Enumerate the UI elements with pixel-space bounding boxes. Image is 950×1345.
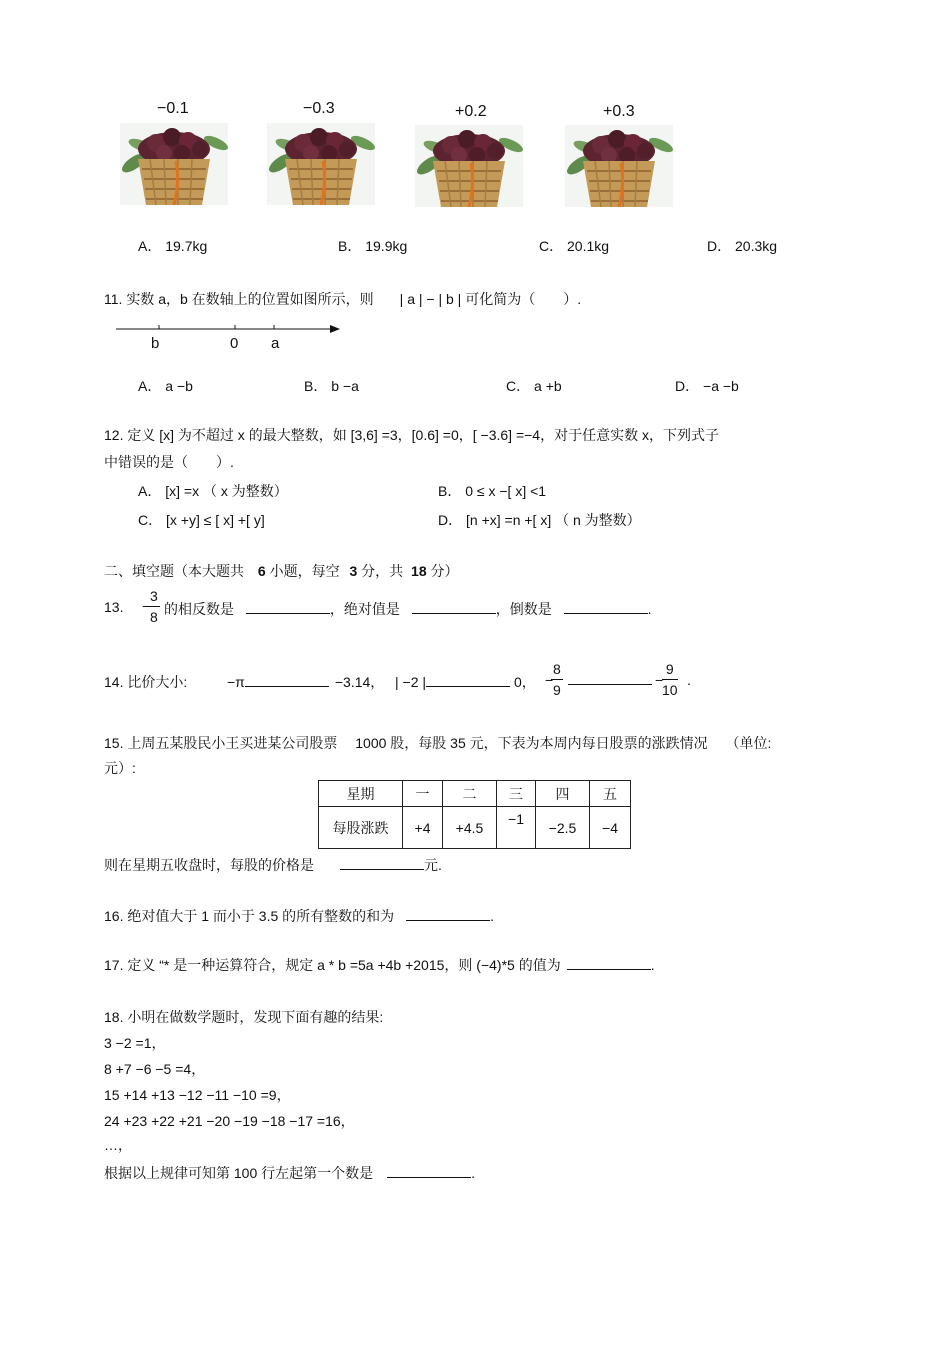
q10-option-a: A． 19.7kg [138,238,208,254]
table-cell: −1 [497,807,536,849]
table-row [319,807,631,849]
q14-fraction-2: $\frac{9}{10}$ [662,661,678,698]
table-header-cell: 五 [590,781,631,807]
axis-label-b: b [151,335,160,352]
answer-blank[interactable] [412,613,496,614]
q13-text: 的相反数是 ，绝对值是 ，倒数是 . [164,601,652,617]
q10-option-c: C． 20.1kg [539,238,610,254]
table-header-cell: 一 [403,781,443,807]
basket-label: −0.1 [157,100,189,117]
table-row [319,781,631,807]
answer-blank[interactable] [564,613,648,614]
answer-blank[interactable] [567,969,651,970]
q18-final: 根据以上规律可知第 100 行左起第一个数是 . [104,1165,476,1181]
table-header-cell: 三 [497,781,536,807]
q18-line: 3 −2 =1， [104,1035,166,1051]
axis-label-a: a [271,335,280,352]
answer-blank[interactable] [568,684,652,685]
number-line [112,320,344,336]
q11-option-a: A． a −b [138,378,193,394]
q16-text: 16. 绝对值大于 1 而小于 3.5 的所有整数的和为 . [104,908,495,924]
basket-label: +0.3 [603,103,635,120]
basket-image [267,123,375,205]
answer-blank[interactable] [246,613,330,614]
q10-option-d: D． 20.3kg [707,238,778,254]
q14-part1: −π −3.14， [227,674,385,690]
stock-table [318,780,631,849]
q18-intro: 18. 小明在做数学题时，发现下面有趣的结果: [104,1009,384,1025]
table-cell: +4.5 [443,807,497,849]
table-cell: −2.5 [536,807,590,849]
q14-fraction-1: $\frac{8}{9}$ [553,661,561,698]
q18-line: 15 +14 +13 −12 −11 −10 =9， [104,1087,291,1103]
q15-line1: 15. 上周五某股民小王买进某公司股票 1000 股，每股 35 元，下表为本周内每日股票的涨跌情况 （单位: [104,735,772,751]
q10-option-b: B． 19.9kg [338,238,408,254]
basket-image [565,125,673,207]
q18-line: 24 +23 +22 +21 −20 −19 −18 −17 =16， [104,1113,355,1129]
table-cell: −4 [590,807,631,849]
answer-blank[interactable] [426,686,510,687]
basket-label: −0.3 [303,100,335,117]
q18-line: 8 +7 −6 −5 =4， [104,1061,206,1077]
q14-sign2: − [655,672,664,688]
q12-option-a: A． [x] =x （ x 为整数） [138,483,288,499]
basket-label: +0.2 [455,103,487,120]
q14-label: 14. 比价大小: [104,674,188,690]
table-cell: +4 [403,807,443,849]
answer-blank[interactable] [406,920,490,921]
q13-fraction: $\frac{3}{8}$ [150,588,158,625]
section-heading: 二、填空题（本大题共 6 小题，每空 3 分，共 18 分） [104,563,459,579]
answer-blank[interactable] [245,686,329,687]
table-row-label: 每股涨跌 [319,807,403,849]
q12-stem-line1: 12. 定义 [x] 为不超过 x 的最大整数，如 [3,6] =3，[0.6] =0，[ −3.6] =−4，对于任意实数 x，下列式子 [104,427,719,443]
q17-text: 17. 定义 “* 是一种运算符合，规定 a * b =5a +4b +2015，则 (−4)*5 的值为 . [104,957,655,973]
basket-image [120,123,228,205]
q12-option-b: B． 0 ≤ x −[ x] <1 [438,483,547,499]
q13-number: 13. [104,599,124,615]
q12-option-c: C． [x +y] ≤ [ x] +[ y] [138,512,265,528]
q15-line2: 元）: [104,760,136,776]
q14-sign1: − [545,672,554,688]
q11-option-b: B． b −a [304,378,359,394]
q11-option-c: C． a +b [506,378,562,394]
q14-blank3-wrap [568,672,652,688]
q12-option-d: D． [n +x] =n +[ x] （ n 为整数） [438,512,641,528]
q11-option-d: D． −a −b [675,378,739,394]
table-header-label: 星期 [319,781,403,807]
q12-stem-line2: 中错误的是（ ）. [104,454,234,470]
q13-sign: − [142,598,151,614]
q15-after: 则在星期五收盘时，每股的价格是 元. [104,857,442,873]
answer-blank[interactable] [340,869,424,870]
q14-end: . [687,672,691,688]
q14-part2: | −2 | 0， [395,674,536,690]
axis-label-zero: 0 [230,335,239,352]
q11-stem: 11. 实数 a，b 在数轴上的位置如图所示，则 | a | − | b | 可化简为（ ）. [104,291,582,307]
q18-line: …， [104,1137,132,1153]
answer-blank[interactable] [387,1177,471,1178]
table-header-cell: 二 [443,781,497,807]
basket-image [415,125,523,207]
table-header-cell: 四 [536,781,590,807]
